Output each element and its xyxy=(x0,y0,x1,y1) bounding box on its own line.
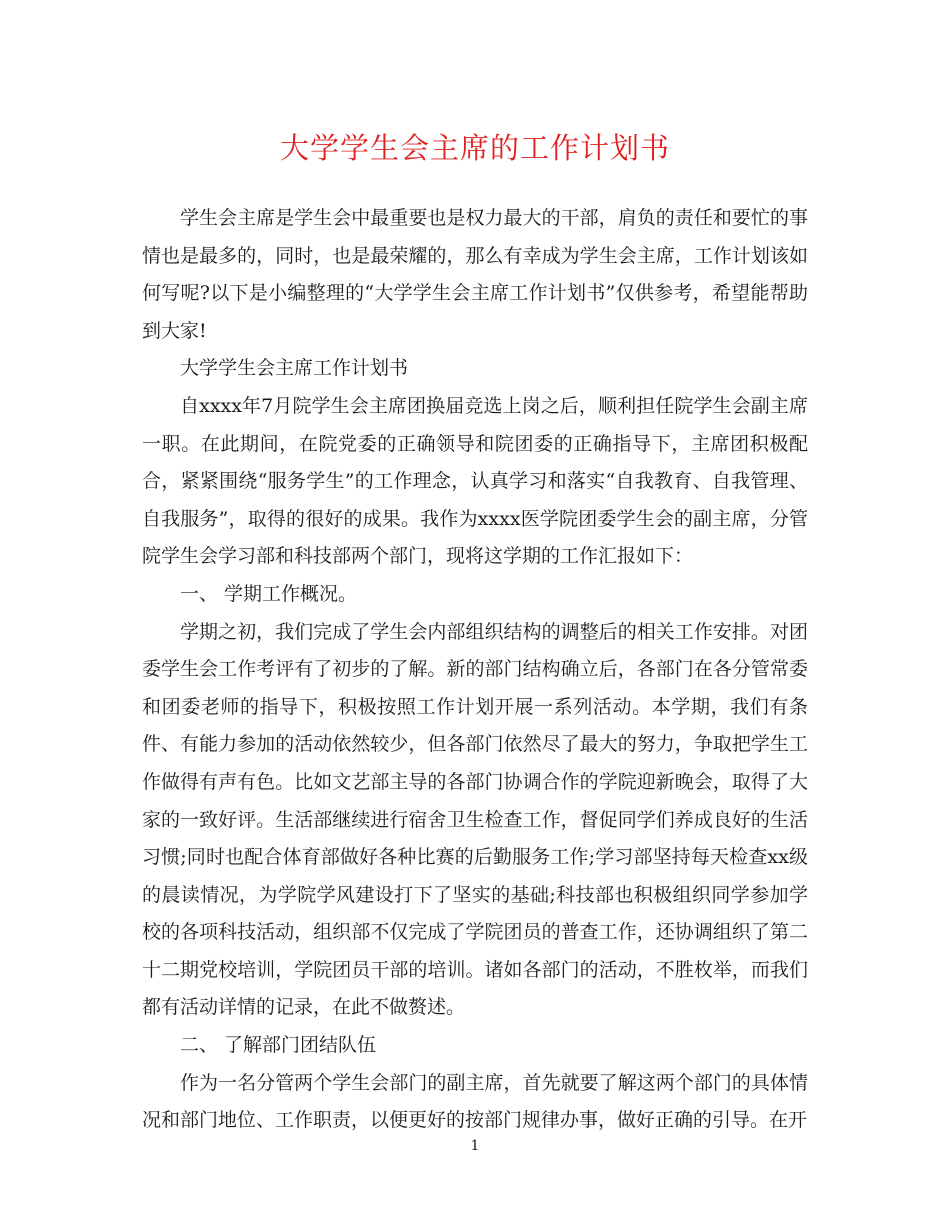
paragraph-subtitle: 大学学生会主席工作计划书 xyxy=(180,357,409,380)
document-body xyxy=(142,200,808,1140)
paragraph-background: 自xxxx年7月院学生会主席团换届竞选上岗之后，顺利担任院学生会副主席一职。在此期间，在院党委的正确领导和院团委的正确指导下，主席团积极配合，紧紧围绕“服务学生”的工作理念，认真学习和落实“自我教育、自我管理、自我服务”，取得的很好的成果。我作为xxxx医学院团委学生会的副主席，分管院学生会学习部和科技部两个部门，现将这学期的工作汇报如下： xyxy=(142,394,808,568)
paragraph-overview: 学期之初，我们完成了学生会内部组织结构的调整后的相关工作安排。对团委学生会工作考评有了初步的了解。新的部门结构确立后，各部门在各分管常委和团委老师的指导下，积极按照工作计划开展一系列活动。本学期，我们有条件、有能力参加的活动依然较少，但各部门依然尽了最大的努力，争取把学生工作做得有声有色。比如文艺部主导的各部门协调合作的学院迎新晚会，取得了大家的一致好评。生活部继续进行宿舍卫生检查工作，督促同学们养成良好的生活习惯;同时也配合体育部做好各种比赛的后勤服务工作;学习部坚持每天检查xx级的晨读情况，为学院学风建设打下了坚实的基础;科技部也积极组织同学参加学校的各项科技活动，组织部不仅完成了学院团员的普查工作，还协调组织了第二十二期党校培训，学院团员干部的培训。诸如各部门的活动，不胜枚举，而我们都有活动详情的记录，在此不做赘述。 xyxy=(142,620,808,1019)
page-number: 1 xyxy=(470,1138,480,1154)
paragraph-intro: 学生会主席是学生会中最重要也是权力最大的干部，肩负的责任和要忙的事情也是最多的，同时，也是最荣耀的，那么有幸成为学生会主席，工作计划该如何写呢?以下是小编整理的“大学学生会主席工作计划书”仅供参考，希望能帮助到大家! xyxy=(142,207,808,342)
section-heading-1: 一、 学期工作概况。 xyxy=(180,582,358,605)
document-title: 大学学生会主席的工作计划书 xyxy=(279,131,670,165)
paragraph-department: 作为一名分管两个学生会部门的副主席，首先就要了解这两个部门的具体情况和部门地位、工作职责，以便更好的按部门规律办事，做好正确的引导。在开 xyxy=(142,1071,808,1132)
section-heading-2: 二、 了解部门团结队伍 xyxy=(180,1034,377,1057)
